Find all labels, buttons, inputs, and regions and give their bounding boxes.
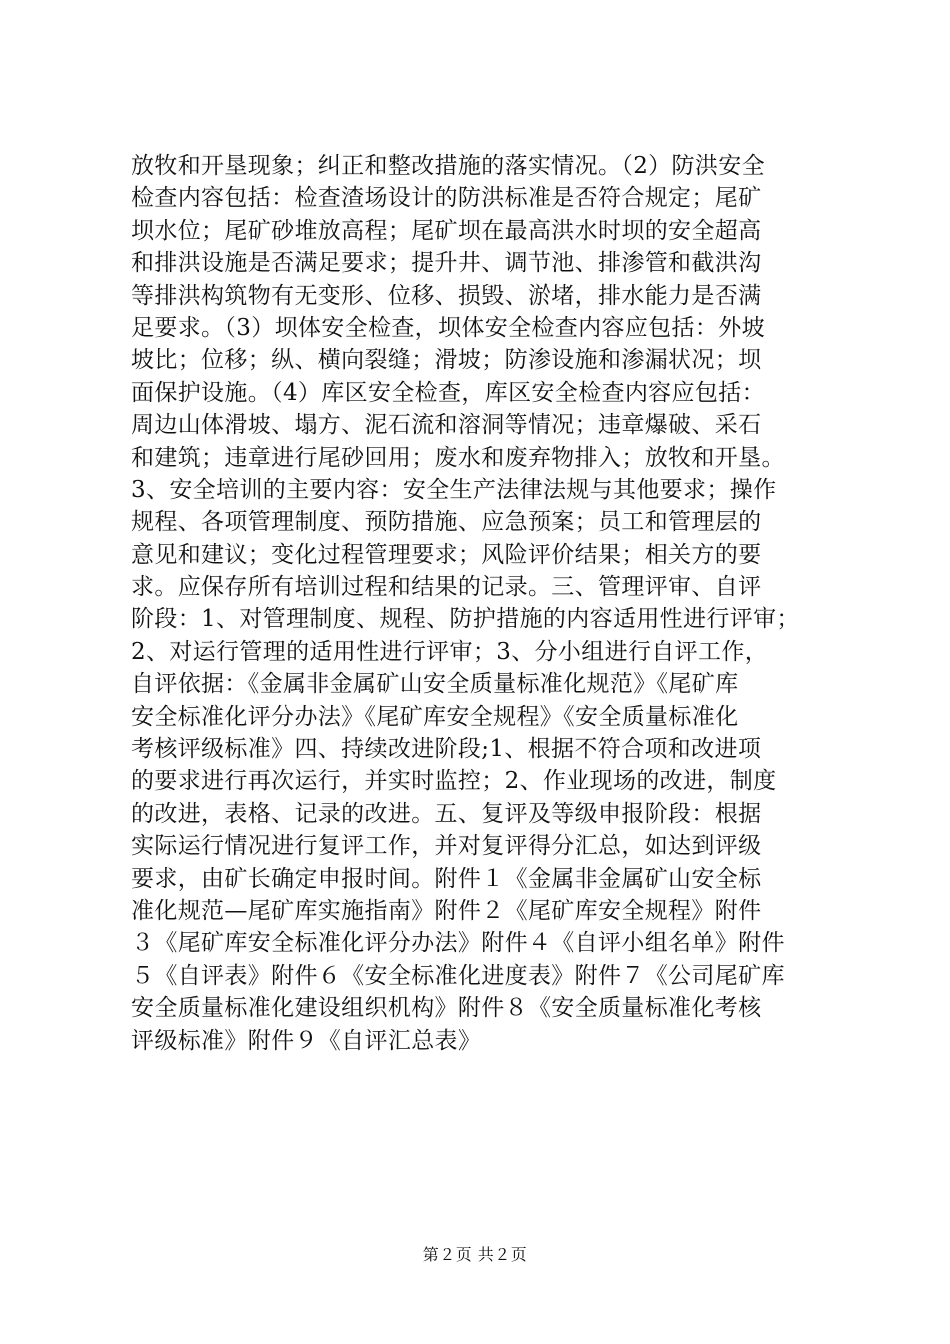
text-line: ３《尾矿库安全标准化评分办法》附件４《自评小组名单》附件 — [131, 930, 785, 957]
text-line: 实际运行情况进行复评工作，并对复评得分汇总，如达到评级 — [131, 833, 762, 860]
text-line: 意见和建议；变化过程管理要求；风险评价结果；相关方的要 — [131, 541, 762, 568]
text-line: 2、对运行管理的适用性进行评审；3、分小组进行自评工作， — [131, 638, 769, 665]
text-line: 放牧和开垦现象；纠正和整改措施的落实情况。（2）防洪安全 — [131, 153, 765, 179]
text-line: 安全标准化评分办法》《尾矿库安全规程》《安全质量标准化 — [131, 703, 739, 730]
text-line: 阶段：1、对管理制度、规程、防护措施的内容适用性进行评审； — [131, 606, 800, 633]
text-line: 和建筑；违章进行尾砂回用；废水和废弃物排入；放牧和开垦。 — [131, 444, 785, 471]
text-line: ５《自评表》附件６《安全标准化进度表》附件７《公司尾矿库 — [131, 962, 785, 989]
text-line: 3、安全培训的主要内容：安全生产法律法规与其他要求；操作 — [131, 476, 777, 503]
text-line: 准化规范—尾矿库实施指南》附件２《尾矿库安全规程》附件 — [131, 897, 762, 924]
text-line: 求。应保存所有培训过程和结果的记录。三、管理评审、自评 — [131, 574, 762, 601]
text-line: 周边山体滑坡、塌方、泥石流和溶洞等情况；违章爆破、采石 — [131, 412, 762, 439]
text-line: 要求，由矿长确定申报时间。附件１《金属非金属矿山安全标 — [131, 865, 762, 892]
text-line: 的改进，表格、记录的改进。五、复评及等级申报阶段：根据 — [131, 800, 762, 827]
text-line: 坝水位；尾矿砂堆放高程；尾矿坝在最高洪水时坝的安全超高 — [131, 217, 762, 244]
text-line: 自评依据：《金属非金属矿山安全质量标准化规范》《尾矿库 — [131, 671, 739, 698]
text-line: 的要求进行再次运行，并实时监控；2、作业现场的改进，制度 — [131, 768, 777, 795]
text-line: 面保护设施。（4）库区安全检查，库区安全检查内容应包括： — [131, 379, 765, 406]
text-line: 足要求。（3）坝体安全检查，坝体安全检查内容应包括：外坡 — [131, 314, 765, 341]
text-line: 坡比；位移；纵、横向裂缝；滑坡；防渗设施和渗漏状况；坝 — [131, 347, 762, 374]
text-line: 评级标准》附件９《自评汇总表》 — [131, 1027, 482, 1054]
text-line: 等排洪构筑物有无变形、位移、损毁、淤堵，排水能力是否满 — [131, 282, 762, 309]
page-number-footer: 第２页 共２页 — [422, 1245, 528, 1264]
document-body — [131, 150, 851, 1057]
text-line: 安全质量标准化建设组织机构》附件８《安全质量标准化考核 — [131, 995, 762, 1022]
text-line: 规程、各项管理制度、预防措施、应急预案；员工和管理层的 — [131, 509, 762, 536]
text-line: 和排洪设施是否满足要求；提升井、调节池、排渗管和截洪沟 — [131, 250, 762, 277]
text-line: 检查内容包括：检查渣场设计的防洪标准是否符合规定；尾矿 — [131, 185, 762, 212]
text-line: 考核评级标准》四、持续改进阶段;1、根据不符合项和改进项 — [131, 736, 762, 763]
